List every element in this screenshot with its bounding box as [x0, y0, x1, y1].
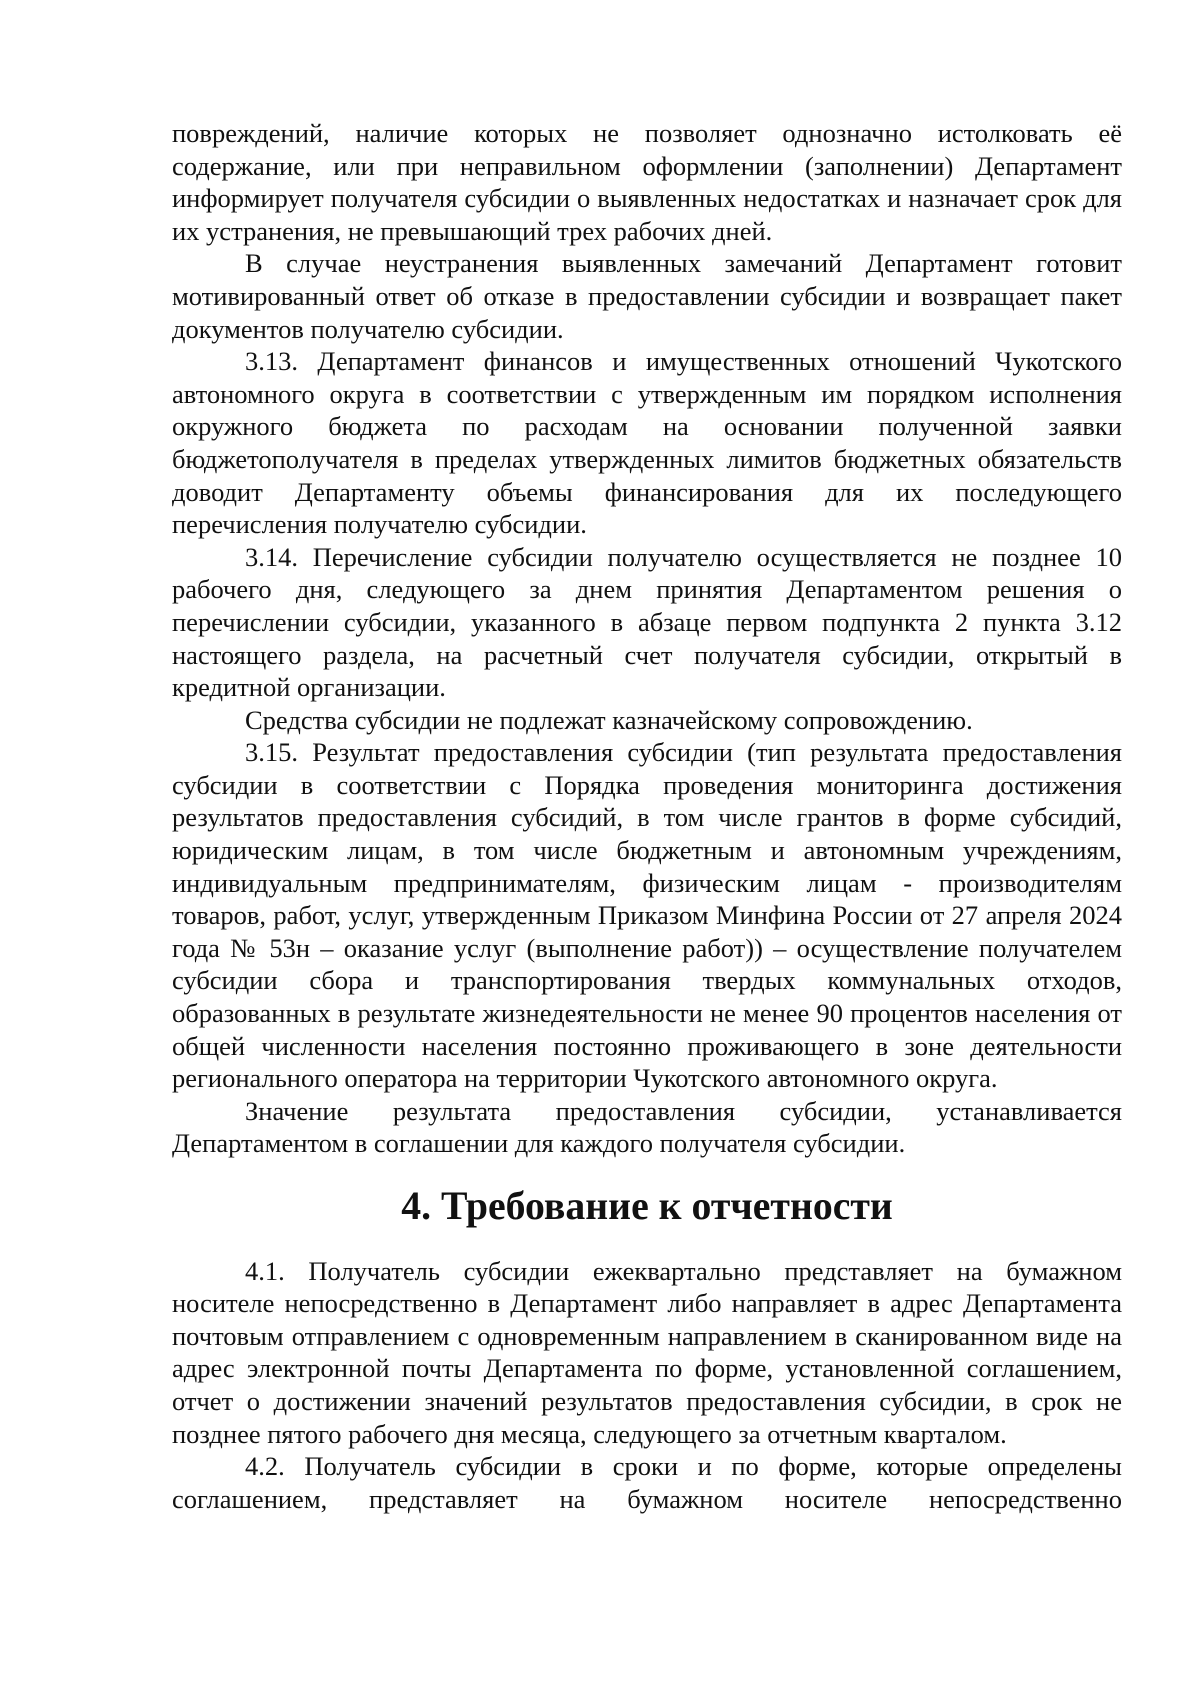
- document-page: [172, 117, 1122, 1515]
- section-heading: 4. Требование к отчетности: [401, 1184, 893, 1228]
- paragraph-3-13: 3.13. Департамент финансов и имущественных отношений Чукотского автономного округа в соответствии с утвержденным им порядком исполнения окружного бюджета по расходам на основании полученной заявки бюджетополучателя в пределах утвержденных лимитов бюджетных обязательств доводит Департаменту объемы финансирования для их последующего перечисления получателю субсидии.: [172, 346, 1122, 540]
- paragraph-3-15: 3.15. Результат предоставления субсидии (тип результата предоставления субсидии в соответствии с Порядка проведения мониторинга достижения результатов предоставления субсидий, в том числе грантов в форме субсидий, юридическим лицам, в том числе бюджетным и автономным учреждениям, индивидуальным предпринимателям, физическим лицам - производителям товаров, работ, услуг, утвержденным Приказом Минфина России от 27 апреля 2024 года № 53н – оказание услуг (выполнение работ)) – осуществление получателем субсидии сбора и транспортирования твердых коммунальных отходов, образованных в результате жизнедеятельности не менее 90 процентов населения от общей численности населения постоянно проживающего в зоне деятельности регионального оператора на территории Чукотского автономного округа.: [172, 737, 1122, 1094]
- paragraph-damage-notice: повреждений, наличие которых не позволяет однозначно истолковать её содержание, или при неправильном оформлении (заполнении) Департамент информирует получателя субсидии о выявленных недостатках и назначает срок для их устранения, не превышающий трех рабочих дней.: [172, 118, 1122, 246]
- paragraph-refusal: В случае неустранения выявленных замечаний Департамент готовит мотивированный ответ об отказе в предоставлении субсидии и возвращает пакет документов получателю субсидии.: [172, 248, 1122, 344]
- paragraph-4-2: 4.2. Получатель субсидии в сроки и по форме, которые определены соглашением, представляет на бумажном носителе непосредственно: [172, 1451, 1122, 1514]
- paragraph-3-14: 3.14. Перечисление субсидии получателю осуществляется не позднее 10 рабочего дня, следующего за днем принятия Департаментом решения о перечислении субсидии, указанного в абзаце первом подпункта 2 пункта 3.12 настоящего раздела, на расчетный счет получателя субсидии, открытый в кредитной организации.: [172, 541, 1122, 703]
- paragraph-treasury-note: Средства субсидии не подлежат казначейскому сопровождению.: [245, 704, 973, 735]
- paragraph-4-1: 4.1. Получатель субсидии ежеквартально представляет на бумажном носителе непосредственно в Департамент либо направляет в адрес Департамента почтовым отправлением с одновременным направлением в сканированном виде на адрес электронной почты Департамента по форме, установленной соглашением, отчет о достижении значений результатов предоставления субсидии, в срок не позднее пятого рабочего дня месяца, следующего за отчетным кварталом.: [172, 1255, 1122, 1449]
- paragraph-result-value: Значение результата предоставления субсидии, устанавливается Департаментом в соглашении для каждого получателя субсидии.: [172, 1095, 1122, 1159]
